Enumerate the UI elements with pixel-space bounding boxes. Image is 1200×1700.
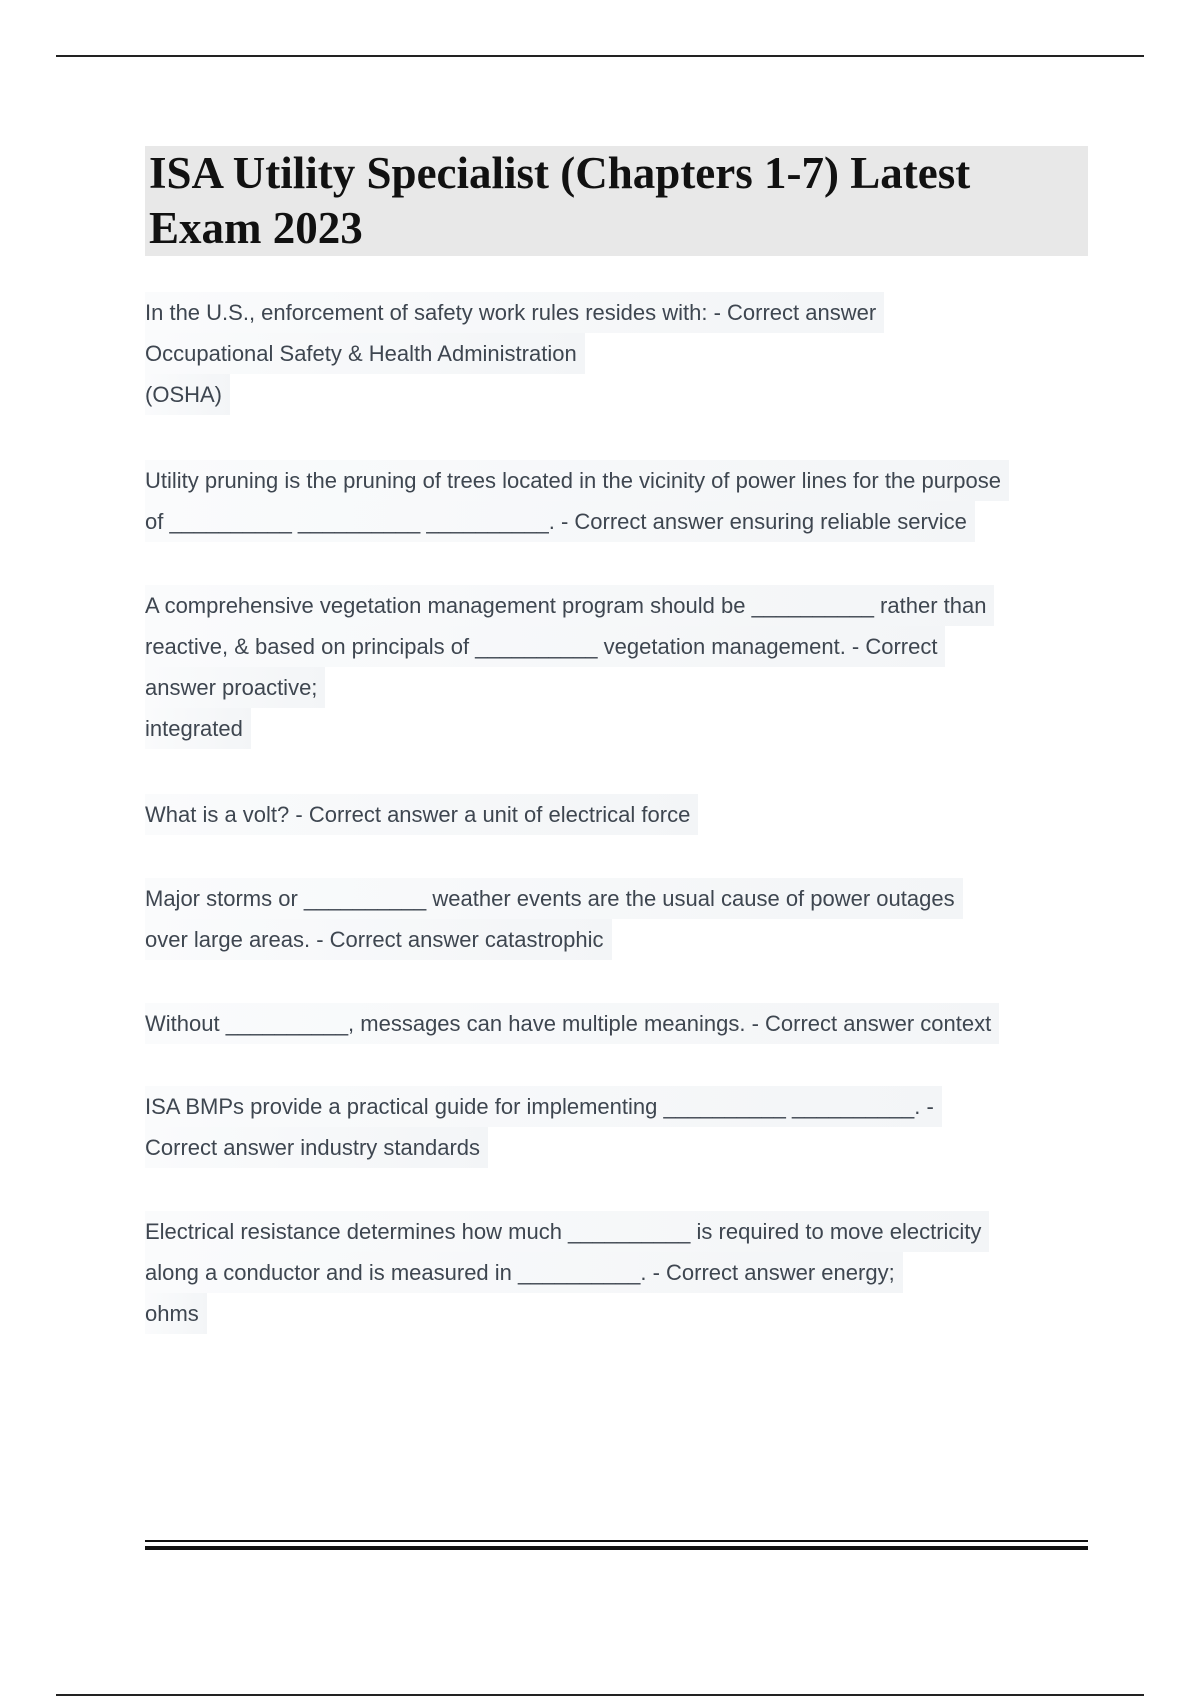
- qa-line: over large areas. - Correct answer catastrophic: [145, 919, 612, 960]
- qa-item-7: [145, 1086, 1095, 1168]
- qa-line: ISA BMPs provide a practical guide for implementing __________ __________. -: [145, 1086, 942, 1127]
- qa-line: Utility pruning is the pruning of trees located in the vicinity of power lines for the purpose: [145, 460, 1009, 501]
- qa-line: Without __________, messages can have multiple meanings. - Correct answer context: [145, 1003, 999, 1044]
- page-title-line-1: ISA Utility Specialist (Chapters 1-7) Latest: [149, 148, 971, 198]
- page-title-line-2: Exam 2023: [149, 203, 363, 253]
- top-page-rule: [56, 55, 1144, 57]
- qa-item-5: [145, 878, 1095, 960]
- qa-line: Occupational Safety & Health Administration: [145, 333, 585, 374]
- qa-line: integrated: [145, 708, 251, 749]
- qa-item-6: [145, 1003, 1095, 1044]
- qa-line: Electrical resistance determines how much __________ is required to move electricity: [145, 1211, 989, 1252]
- qa-item-1: [145, 292, 1095, 415]
- qa-line: Major storms or __________ weather events are the usual cause of power outages: [145, 878, 963, 919]
- qa-line: (OSHA): [145, 374, 230, 415]
- qa-item-8: [145, 1211, 1095, 1334]
- qa-line: reactive, & based on principals of __________ vegetation management. - Correct: [145, 626, 945, 667]
- qa-line: In the U.S., enforcement of safety work rules resides with: - Correct answer: [145, 292, 884, 333]
- qa-line: of __________ __________ __________. - Correct answer ensuring reliable service: [145, 501, 975, 542]
- footer-double-rule: [145, 1540, 1088, 1545]
- qa-line: A comprehensive vegetation management program should be __________ rather than: [145, 585, 994, 626]
- qa-line: What is a volt? - Correct answer a unit of electrical force: [145, 794, 698, 835]
- qa-item-4: [145, 794, 1095, 835]
- qa-line: along a conductor and is measured in __________. - Correct answer energy;: [145, 1252, 903, 1293]
- bottom-page-rule: [56, 1694, 1144, 1696]
- qa-line: Correct answer industry standards: [145, 1127, 488, 1168]
- qa-line: ohms: [145, 1293, 207, 1334]
- qa-item-2: [145, 460, 1095, 542]
- title-banner: [145, 146, 1088, 256]
- qa-line: answer proactive;: [145, 667, 325, 708]
- qa-item-3: [145, 585, 1095, 749]
